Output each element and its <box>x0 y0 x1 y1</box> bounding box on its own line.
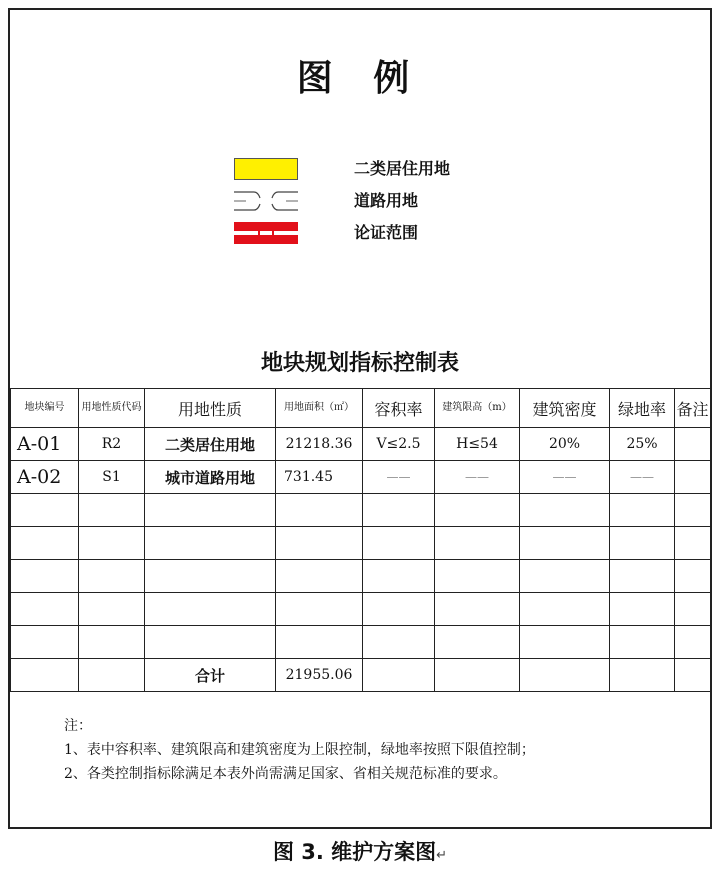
table-row-empty <box>11 527 711 560</box>
header-area: 用地面积（㎡） <box>276 389 363 428</box>
cell-plot-no: A-02 <box>11 461 79 494</box>
cell-use: 二类居住用地 <box>145 428 276 461</box>
table-header-row <box>11 389 711 428</box>
paragraph-mark-icon: ↵ <box>436 848 448 863</box>
legend-label-road: 道路用地 <box>354 191 419 210</box>
header-green: 绿地率 <box>610 389 675 428</box>
cell-density: —— <box>520 461 610 494</box>
table-row-empty <box>11 626 711 659</box>
cell-height: H≤54 <box>435 428 520 461</box>
header-plot-no: 地块编号 <box>11 389 79 428</box>
legend-title: 图 例 <box>296 58 424 99</box>
header-far: 容积率 <box>363 389 435 428</box>
header-land-use: 用地性质 <box>145 389 276 428</box>
table-row-empty <box>11 494 711 527</box>
boundary-swatch-icon <box>234 222 298 244</box>
header-remark: 备注 <box>675 389 711 428</box>
legend-label-boundary: 论证范围 <box>354 223 419 242</box>
legend-label-residential: 二类居住用地 <box>354 159 451 178</box>
total-area: 21955.06 <box>276 659 363 692</box>
legend-item-residential <box>234 156 494 182</box>
total-label: 合计 <box>145 659 276 692</box>
cell-code: R2 <box>79 428 145 461</box>
cell-height: —— <box>435 461 520 494</box>
note-line-2: 2、各类控制指标除满足本表外尚需满足国家、省相关规范标准的要求。 <box>64 766 507 782</box>
cell-density: 20% <box>520 428 610 461</box>
table-row-empty <box>11 560 711 593</box>
cell-remark <box>675 428 711 461</box>
residential-swatch-icon <box>234 158 298 180</box>
cell-green: 25% <box>610 428 675 461</box>
figure-caption <box>0 836 720 866</box>
table-title: 地块规划指标控制表 <box>260 351 459 376</box>
header-density: 建筑密度 <box>520 389 610 428</box>
planning-control-table <box>10 388 711 692</box>
cell-area: 21218.36 <box>276 428 363 461</box>
notes <box>64 714 535 786</box>
header-height: 建筑限高（m） <box>435 389 520 428</box>
legend-item-boundary <box>234 220 494 246</box>
table-total-row <box>11 659 711 692</box>
table-row <box>11 428 711 461</box>
cell-code: S1 <box>79 461 145 494</box>
road-swatch-icon <box>234 190 298 212</box>
note-line-1: 1、表中容积率、建筑限高和建筑密度为上限控制，绿地率按照下限值控制； <box>64 742 535 758</box>
legend-item-road <box>234 188 494 214</box>
cell-use: 城市道路用地 <box>145 461 276 494</box>
cell-area: 731.45 <box>276 461 363 494</box>
header-land-code: 用地性质代码 <box>79 389 145 428</box>
cell-remark <box>675 461 711 494</box>
drawing-frame <box>8 8 712 829</box>
cell-plot-no: A-01 <box>11 428 79 461</box>
notes-heading: 注： <box>64 718 92 734</box>
table-row <box>11 461 711 494</box>
caption-text: 图 3. 维护方案图 <box>272 840 437 864</box>
table-row-empty <box>11 593 711 626</box>
cell-green: —— <box>610 461 675 494</box>
cell-far: —— <box>363 461 435 494</box>
cell-far: V≤2.5 <box>363 428 435 461</box>
